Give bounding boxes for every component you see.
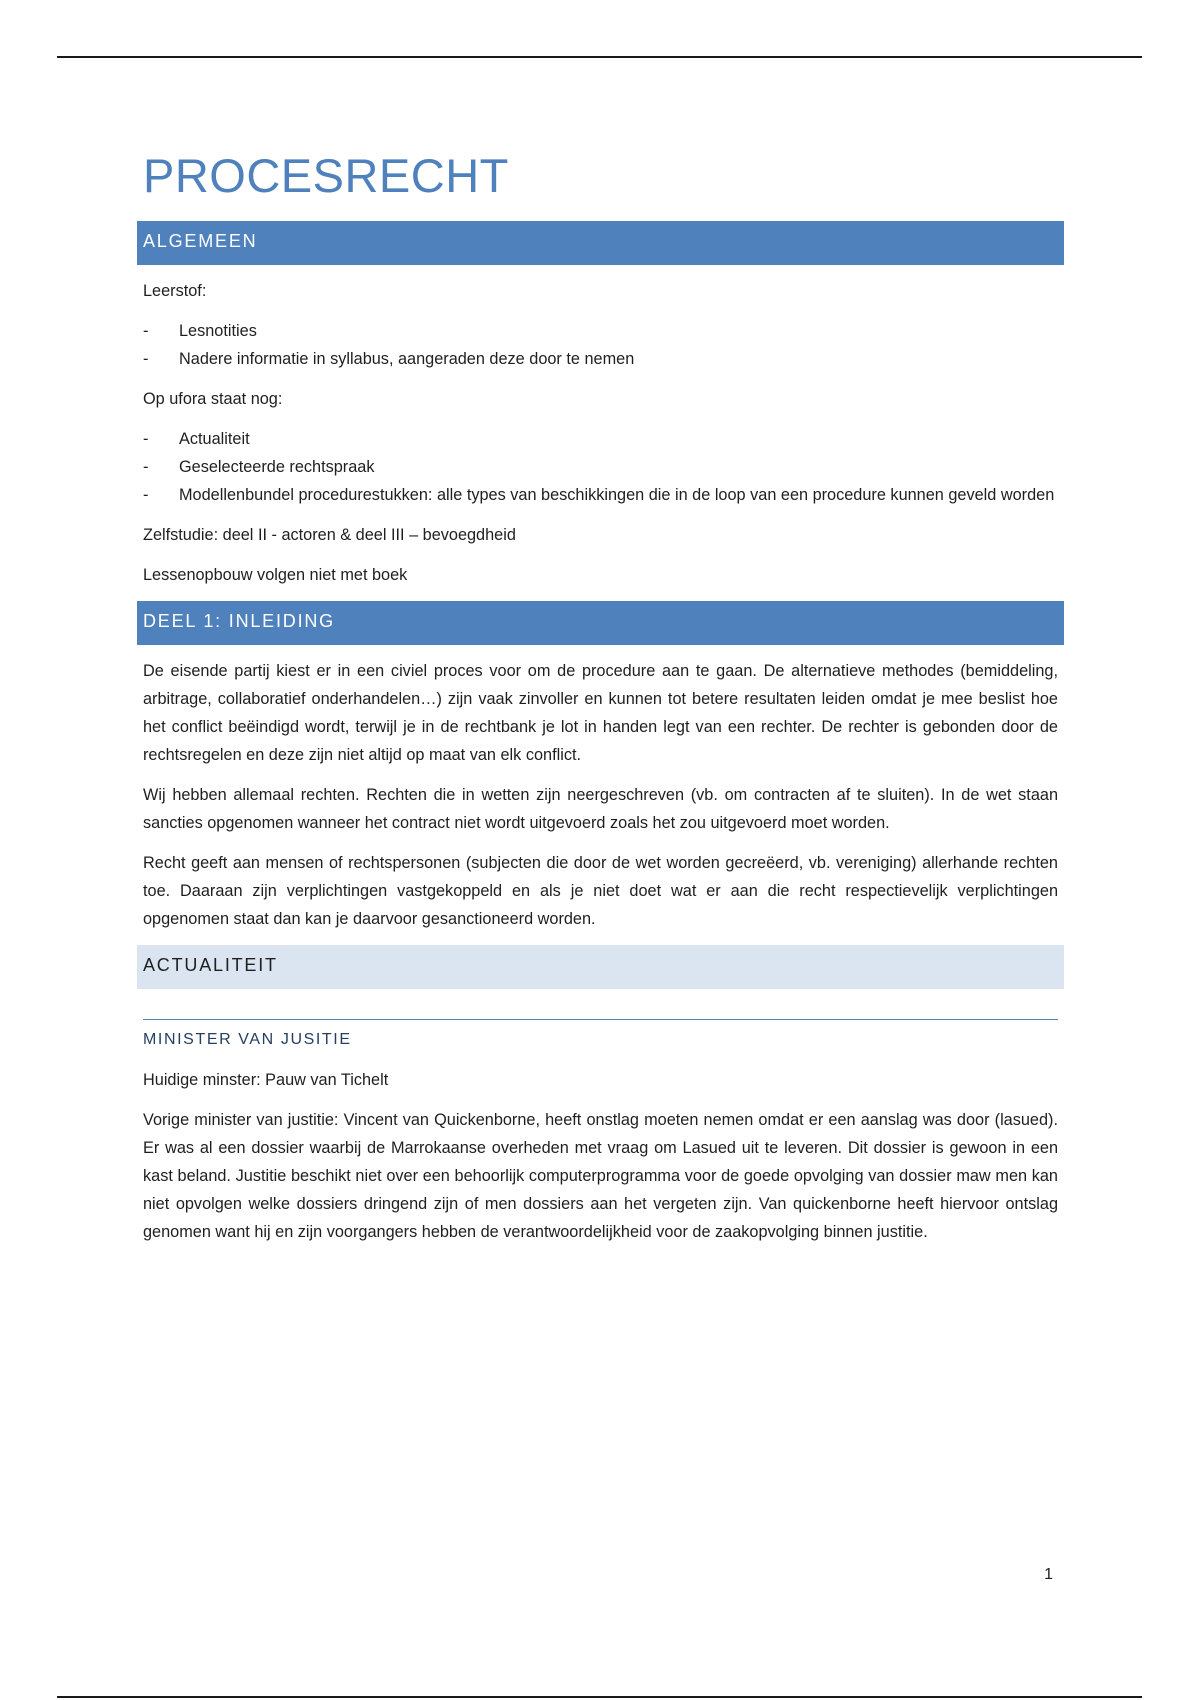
paragraph: Recht geeft aan mensen of rechtspersonen (subjecten die door de wet worden gecreëerd, vb. vereniging) allerhande rechten toe. Daaraan zijn verplichtingen vastgekoppeld en als je niet doet wat er aan die recht respectievelijk verplichtingen opgenomen staat dan kan je daarvoor gesanctioneerd worden. — [143, 854, 1058, 928]
paragraph: Wij hebben allemaal rechten. Rechten die in wetten zijn neergeschreven (vb. om contracten af te sluiten). In de wet staan sancties opgenomen wanneer het contract niet wordt uitgevoerd zoals het zou uitgevoerd moet worden. — [143, 786, 1058, 832]
leerstof-label: Leerstof: — [143, 282, 207, 300]
dash-marker: - — [143, 322, 149, 340]
list-item: - Modellenbundel procedurestukken: alle types van beschikkingen die in de loop van een procedure kunnen geveld worden — [143, 481, 1058, 509]
leerstof-list — [143, 317, 1058, 373]
paragraph: Huidige minster: Pauw van Tichelt — [143, 1071, 389, 1089]
page-number: 1 — [1044, 1566, 1053, 1583]
subheading-rule — [143, 1019, 1058, 1020]
document-title: PROCESRECHT — [143, 149, 509, 202]
list-item: - Actualiteit — [143, 425, 1058, 453]
heading-actualiteit: ACTUALITEIT — [137, 945, 1064, 989]
paragraph: Vorige minister van justitie: Vincent van Quickenborne, heeft onstlag moeten nemen omdat er een aanslag was door (lasued). Er was al een dossier waarbij de Marrokaanse overheden met vraag om Lasued uit te leveren. Dit dossier is gewoon in een kast beland. Justitie beschikt niet over een behoorlijk computerprogramma voor de goede opvolging van dossier maw men kan niet opvolgen welke dossiers dringend zijn of men dossiers aan het vergeten zijn. Van quickenborne heeft hiervoor ontslag genomen want hij en zijn voorgangers hebben de verantwoordelijkheid voor de zaakopvolging binnen justitie. — [143, 1111, 1058, 1241]
dash-marker: - — [143, 486, 149, 504]
page-content — [143, 140, 1058, 1258]
list-item: - Lesnotities — [143, 317, 1058, 345]
dash-marker: - — [143, 430, 149, 448]
subheading-minister: MINISTER VAN JUSITIE — [143, 1031, 352, 1048]
list-item: - Geselecteerde rechtspraak — [143, 453, 1058, 481]
header-rule — [57, 56, 1142, 58]
ufora-list — [143, 425, 1058, 509]
dash-marker: - — [143, 458, 149, 476]
zelfstudie-text: Zelfstudie: deel II - actoren & deel III – bevoegdheid — [143, 526, 516, 544]
lessenopbouw-text: Lessenopbouw volgen niet met boek — [143, 566, 408, 584]
footer-rule — [57, 1696, 1142, 1698]
dash-marker: - — [143, 350, 149, 368]
paragraph: De eisende partij kiest er in een civiel proces voor om de procedure aan te gaan. De alternatieve methodes (bemiddeling, arbitrage, collaboratief onderhandelen…) zijn vaak zinvoller en kunnen tot betere resultaten leiden omdat je mee beslist hoe het conflict beëindigd wordt, terwijl je in de rechtbank je lot in handen legt van een rechter. De rechter is gebonden door de rechtsregelen en deze zijn niet altijd op maat van elk conflict. — [143, 662, 1058, 764]
ufora-label: Op ufora staat nog: — [143, 390, 283, 408]
list-item: - Nadere informatie in syllabus, aangeraden deze door te nemen — [143, 345, 1058, 373]
heading-algemeen: ALGEMEEN — [137, 221, 1064, 265]
heading-inleiding: DEEL 1: INLEIDING — [137, 601, 1064, 645]
